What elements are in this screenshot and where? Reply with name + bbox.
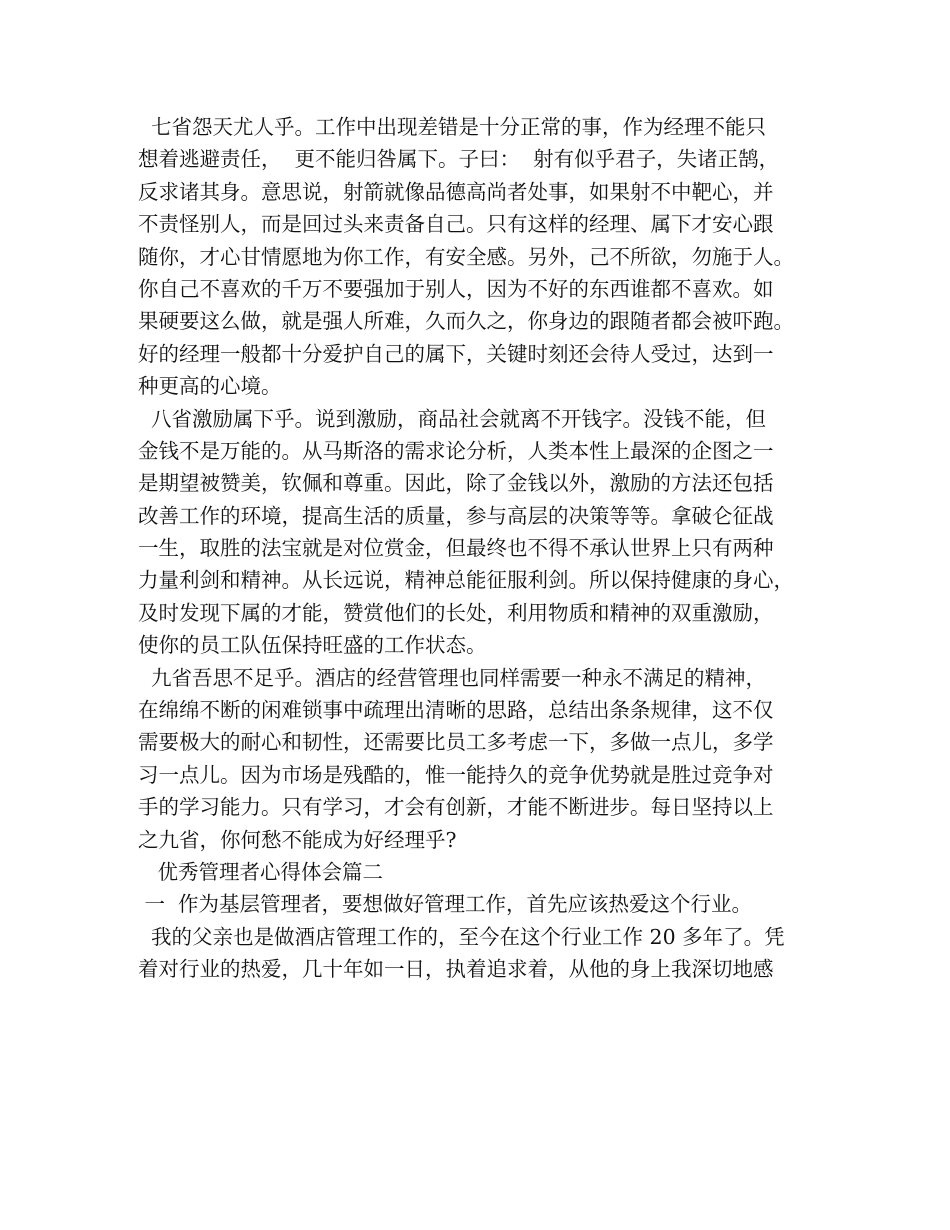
text-line: 金钱不是万能的。从马斯洛的需求论分析，人类本性上最深的企图之一 xyxy=(138,438,774,463)
text-line: 之九省，你何愁不能成为好经理乎? xyxy=(138,827,457,852)
text-line: 反求诸其身。意思说，射箭就像品德高尚者处事，如果射不中靶心，并 xyxy=(138,179,774,204)
text-line: 果硬要这么做，就是强人所难，久而久之，你身边的跟随者都会被吓跑。 xyxy=(138,309,794,334)
text-line: 着对行业的热爱，几十年如一日，执着追求着，从他的身上我深切地感 xyxy=(138,957,774,982)
text-line: 在绵绵不断的闲难锁事中疏理出清晰的思路，总结出条条规律，这不仅 xyxy=(138,698,774,723)
text-line: 改善工作的环境，提高生活的质量，参与高层的决策等等。拿破仑征战 xyxy=(138,503,774,528)
text-line: 九省吾思不足乎。酒店的经营管理也同样需要一种永不满足的精神， xyxy=(138,665,767,690)
text-line: 力量利剑和精神。从长远说，精神总能征服利剑。所以保持健康的身心， xyxy=(138,568,794,593)
text-line: 不责怪别人，而是回过头来责备自己。只有这样的经理、属下才安心跟 xyxy=(138,212,774,237)
document-body xyxy=(138,111,828,986)
text-line: 好的经理一般都十分爱护自己的属下，关键时刻还会待人受过，达到一 xyxy=(138,341,774,366)
text-line: 一生，取胜的法宝就是对位赏金，但最终也不得不承认世界上只有两种 xyxy=(138,536,774,561)
text-line: 想着逃避责任， 更不能归咎属下。子曰： 射有似乎君子，失诸正鹄， xyxy=(138,147,780,172)
section-heading: 优秀管理者心得体会篇二 xyxy=(138,859,384,884)
text-line: 种更高的心境。 xyxy=(138,374,282,399)
text-line: 随你，才心甘情愿地为你工作，有安全感。另外，己不所欲，勿施于人。 xyxy=(138,244,794,269)
text-line: 手的学习能力。只有学习，才会有创新，才能不断进步。每日坚持以上 xyxy=(138,795,774,820)
text-line: 七省怨天尤人乎。工作中出现差错是十分正常的事，作为经理不能只 xyxy=(138,115,767,139)
text-line: 使你的员工队伍保持旺盛的工作状态。 xyxy=(138,633,487,658)
text-line: 一 作为基层管理者，要想做好管理工作，首先应该热爱这个行业。 xyxy=(138,892,753,917)
text-line: 八省激励属下乎。说到激励，商品社会就离不开钱字。没钱不能，但 xyxy=(138,406,767,431)
text-line: 及时发现下属的才能，赞赏他们的长处，利用物质和精神的双重激励， xyxy=(138,600,774,625)
text-line: 我的父亲也是做酒店管理工作的，至今在这个行业工作 20 多年了。凭 xyxy=(138,924,785,949)
text-line: 习一点儿。因为市场是残酷的，惟一能持久的竞争优势就是胜过竞争对 xyxy=(138,762,774,787)
text-line: 需要极大的耐心和韧性，还需要比员工多考虑一下，多做一点儿，多学 xyxy=(138,730,774,755)
text-line: 你自己不喜欢的千万不要强加于别人，因为不好的东西谁都不喜欢。如 xyxy=(138,276,774,301)
text-line: 是期望被赞美，钦佩和尊重。因此，除了金钱以外，激励的方法还包括 xyxy=(138,471,774,496)
